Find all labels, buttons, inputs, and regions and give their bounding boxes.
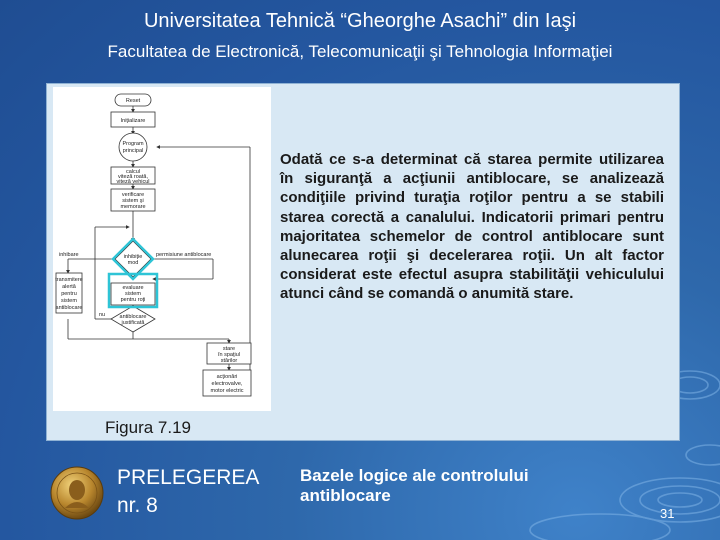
figure-caption: Figura 7.19 — [105, 418, 191, 437]
fc-diamond-label-2: mod — [127, 260, 139, 266]
fc-actuation-label-2: electrovalve, — [211, 381, 243, 387]
content-panel — [46, 83, 680, 441]
fc-verify-label-3: memorare — [120, 204, 146, 210]
fc-verify-label-1: verificare — [121, 192, 145, 198]
flowchart-figure — [53, 87, 271, 411]
page-number: 31 — [660, 506, 675, 521]
fc-calc-label-3: viteză vehicul — [116, 179, 150, 185]
fc-alert-label-5: antiblocare — [55, 305, 83, 311]
fc-state-label-3: stărilor — [220, 358, 238, 364]
lecture-label — [117, 464, 259, 520]
body-paragraph: Odată ce s-a determinat că starea permite utilizarea în siguranţă a acţiunii antiblocare, se analizează condiţiile privind turaţia roţilor pentru a se stabili starea corectă a canalului. Indicatorii primari pentru majoritatea schemelor de control antiblocare sunt alunecarea roţii şi decelerarea roţii. Un alt factor considerat este efectul asupra stabilităţii vehiculului atunci când se comandă o anumită stare. — [280, 151, 664, 303]
fc-calc-label-1: calcul — [125, 169, 141, 175]
fc-alert-label-3: pentru — [61, 291, 77, 297]
fc-decision-label-1: antiblocare — [119, 314, 147, 320]
fc-decision-label-2: justificată — [121, 320, 145, 326]
fc-start-label: Reset — [125, 98, 141, 104]
fc-eval-label-1: evaluare — [122, 285, 144, 291]
fc-program-label-2: principal — [122, 148, 144, 154]
lecture-number: nr. 8 — [117, 494, 158, 517]
faculty-subtitle: Facultatea de Electronică, Telecomunicaţii şi Tehnologia Informaţiei — [107, 42, 613, 61]
fc-permit-label: permisiune antiblocare — [156, 252, 212, 258]
lecture-title: PRELEGEREA — [117, 466, 260, 489]
fc-no-label: nu — [99, 312, 106, 318]
fc-actuation-label-3: motor electric — [210, 388, 244, 394]
flowchart-diagram — [53, 87, 271, 411]
fc-inhibit-label: inhibare — [59, 252, 79, 258]
fc-diamond-label-1: inhibiţie — [123, 254, 143, 260]
fc-alert-label-4: sistem — [61, 298, 77, 304]
fc-state-label-1: stare — [222, 346, 236, 352]
fc-init-label: Iniţializare — [120, 118, 146, 124]
fc-state-label-2: în spaţiul — [217, 352, 241, 358]
fc-eval-label-2: sistem — [125, 291, 141, 297]
university-title: Universitatea Tehnică “Gheorghe Asachi” din Iaşi — [143, 10, 577, 32]
fc-alert-label-2: alertă — [62, 284, 76, 290]
lecture-topic: Bazele logice ale controlului antiblocare — [300, 466, 529, 505]
fc-verify-label-2: sistem şi — [122, 198, 144, 204]
fc-actuation-label-1: acţionări — [216, 374, 238, 380]
university-seal-logo — [50, 466, 104, 520]
fc-program-label-1: Program — [122, 141, 144, 147]
fc-alert-label-1: transmitere — [55, 277, 83, 283]
fc-calc-label-2: viteză roată, — [118, 174, 148, 180]
fc-eval-label-3: pentru roţi — [120, 297, 146, 303]
fc-program-circle — [119, 133, 147, 161]
